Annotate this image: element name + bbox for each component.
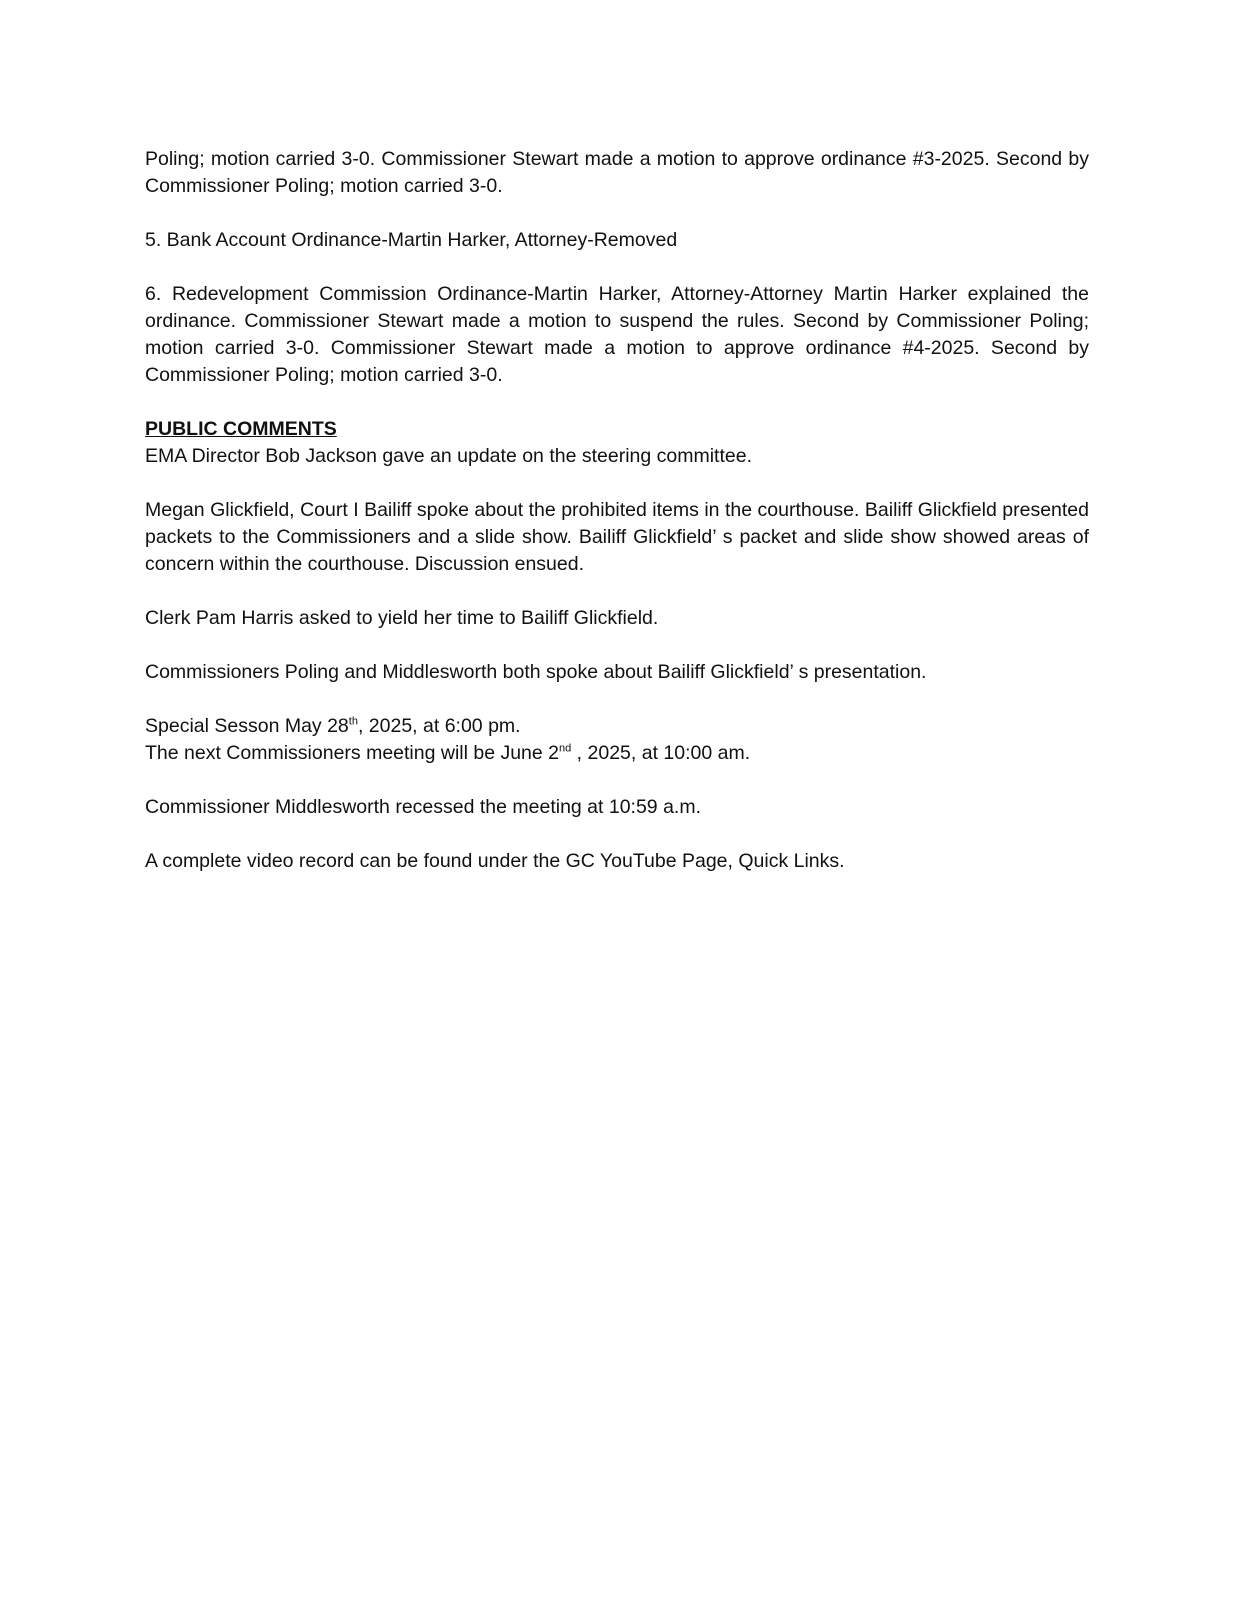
paragraph-ema-update: EMA Director Bob Jackson gave an update on the steering committee.: [145, 445, 752, 467]
paragraph-video-record: A complete video record can be found under the GC YouTube Page, Quick Links.: [145, 850, 845, 872]
public-comments-section: [145, 416, 1089, 470]
paragraph-bailiff-presentation: Megan Glickfield, Court I Bailiff spoke about the prohibited items in the courthouse. Bailiff Glickfield presented packets to the Commissioners and a slide show. Bailiff Glickfield’ s packet and slide show showed areas of concern within the courthouse. Discussion ensued.: [145, 499, 1089, 575]
paragraph-commissioners-spoke: Commissioners Poling and Middlesworth both spoke about Bailiff Glickfield’ s presentation.: [145, 661, 927, 683]
paragraph-redevelopment-ordinance: 6. Redevelopment Commission Ordinance-Martin Harker, Attorney-Attorney Martin Harker explained the ordinance. Commissioner Stewart made a motion to suspend the rules. Second by Commissioner Poling; motion carried 3-0. Commissioner Stewart made a motion to approve ordinance #4-2025. Second by Commissioner Poling; motion carried 3-0.: [145, 283, 1089, 386]
paragraph-ordinance-3: Poling; motion carried 3-0. Commissioner Stewart made a motion to approve ordinance #3-2025. Second by Commissioner Poling; motion carried 3-0.: [145, 148, 1089, 197]
document-body: [145, 146, 1089, 902]
special-session-line: Special Sesson May 28th, 2025, at 6:00 pm.: [145, 715, 521, 737]
paragraph-recess: Commissioner Middlesworth recessed the meeting at 10:59 a.m.: [145, 796, 701, 818]
schedule-block: [145, 713, 1089, 767]
paragraph-bank-account-ordinance: 5. Bank Account Ordinance-Martin Harker, Attorney-Removed: [145, 229, 678, 251]
public-comments-heading: PUBLIC COMMENTS: [145, 418, 337, 440]
next-meeting-line: The next Commissioners meeting will be June 2nd , 2025, at 10:00 am.: [145, 742, 751, 764]
paragraph-clerk-yield: Clerk Pam Harris asked to yield her time to Bailiff Glickfield.: [145, 607, 659, 629]
